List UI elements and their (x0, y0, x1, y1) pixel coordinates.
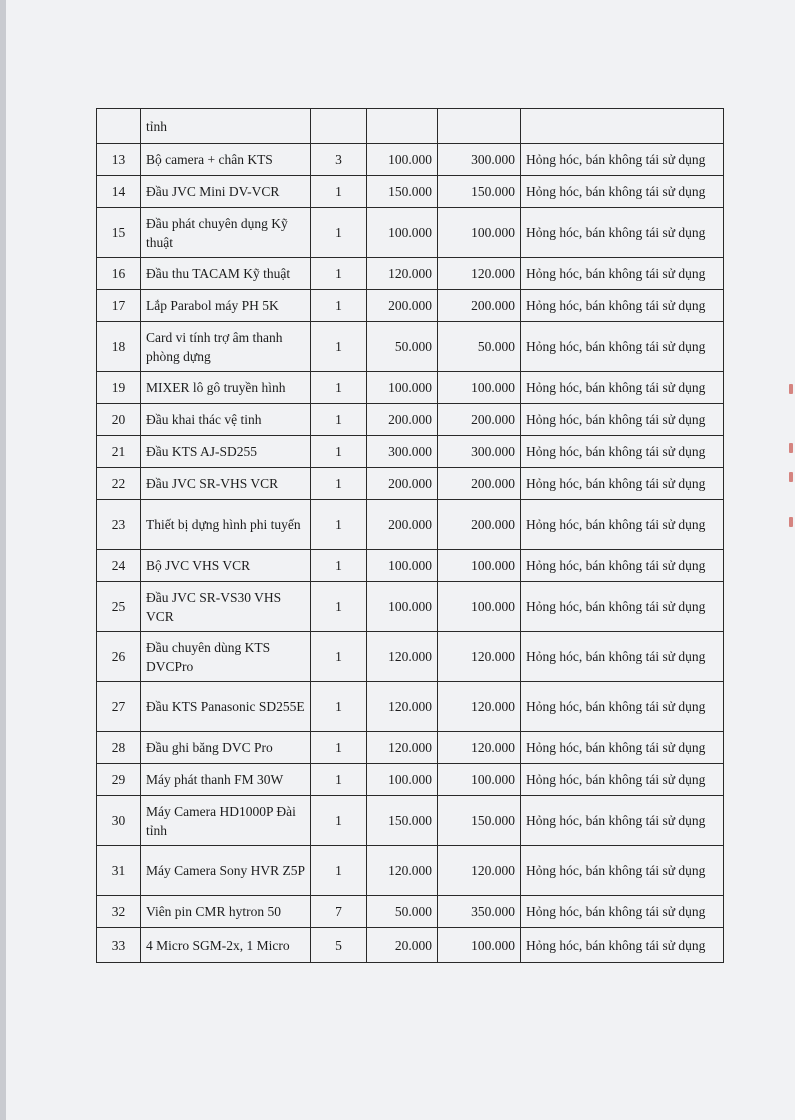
note-cell (521, 109, 724, 144)
name-cell: Máy Camera HD1000P Đài tỉnh (141, 796, 311, 846)
name-cell: Đầu KTS AJ-SD255 (141, 436, 311, 468)
name-cell: Đầu KTS Panasonic SD255E (141, 682, 311, 732)
total-cell: 120.000 (438, 846, 521, 896)
note-cell: Hỏng hóc, bán không tái sử dụng (521, 682, 724, 732)
stt-cell: 31 (97, 846, 141, 896)
qty-cell: 1 (311, 258, 367, 290)
total-cell: 120.000 (438, 632, 521, 682)
total-cell: 100.000 (438, 928, 521, 963)
table-row (97, 928, 724, 963)
table-row (97, 682, 724, 732)
note-cell: Hỏng hóc, bán không tái sử dụng (521, 468, 724, 500)
table-row (97, 290, 724, 322)
note-cell: Hỏng hóc, bán không tái sử dụng (521, 846, 724, 896)
table-row (97, 322, 724, 372)
stt-cell: 29 (97, 764, 141, 796)
table-row (97, 258, 724, 290)
qty-cell: 1 (311, 764, 367, 796)
note-cell: Hỏng hóc, bán không tái sử dụng (521, 896, 724, 928)
note-cell: Hỏng hóc, bán không tái sử dụng (521, 372, 724, 404)
total-cell: 150.000 (438, 796, 521, 846)
name-cell: MIXER lô gô truyền hình (141, 372, 311, 404)
note-cell: Hỏng hóc, bán không tái sử dụng (521, 258, 724, 290)
qty-cell: 1 (311, 404, 367, 436)
table-row (97, 550, 724, 582)
price-cell: 120.000 (367, 632, 438, 682)
note-cell: Hỏng hóc, bán không tái sử dụng (521, 632, 724, 682)
stt-cell: 22 (97, 468, 141, 500)
qty-cell: 3 (311, 144, 367, 176)
stt-cell: 19 (97, 372, 141, 404)
qty-cell: 1 (311, 436, 367, 468)
name-cell: Đầu thu TACAM Kỹ thuật (141, 258, 311, 290)
table-row (97, 436, 724, 468)
price-cell: 150.000 (367, 176, 438, 208)
stt-cell: 14 (97, 176, 141, 208)
table-row (97, 144, 724, 176)
price-cell: 50.000 (367, 322, 438, 372)
total-cell: 50.000 (438, 322, 521, 372)
red-ink-mark (789, 384, 793, 394)
name-cell: Đầu JVC SR-VHS VCR (141, 468, 311, 500)
table-row (97, 796, 724, 846)
name-cell: Viên pin CMR hytron 50 (141, 896, 311, 928)
total-cell: 200.000 (438, 404, 521, 436)
total-cell: 200.000 (438, 290, 521, 322)
red-ink-mark (789, 472, 793, 482)
note-cell: Hỏng hóc, bán không tái sử dụng (521, 436, 724, 468)
red-ink-mark (789, 443, 793, 453)
total-cell: 100.000 (438, 208, 521, 258)
stt-cell: 16 (97, 258, 141, 290)
price-cell: 150.000 (367, 796, 438, 846)
price-cell: 120.000 (367, 258, 438, 290)
stt-cell: 21 (97, 436, 141, 468)
table-row (97, 372, 724, 404)
price-cell: 200.000 (367, 290, 438, 322)
qty-cell: 1 (311, 322, 367, 372)
total-cell: 120.000 (438, 732, 521, 764)
price-cell: 50.000 (367, 896, 438, 928)
price-cell: 200.000 (367, 468, 438, 500)
name-cell: Đầu khai thác vệ tinh (141, 404, 311, 436)
name-cell: Bộ JVC VHS VCR (141, 550, 311, 582)
price-cell: 120.000 (367, 732, 438, 764)
qty-cell: 1 (311, 846, 367, 896)
price-cell: 100.000 (367, 372, 438, 404)
total-cell: 300.000 (438, 144, 521, 176)
total-cell: 200.000 (438, 468, 521, 500)
note-cell: Hỏng hóc, bán không tái sử dụng (521, 322, 724, 372)
note-cell: Hỏng hóc, bán không tái sử dụng (521, 208, 724, 258)
stt-cell: 20 (97, 404, 141, 436)
total-cell: 200.000 (438, 500, 521, 550)
stt-cell: 15 (97, 208, 141, 258)
note-cell: Hỏng hóc, bán không tái sử dụng (521, 582, 724, 632)
stt-cell: 33 (97, 928, 141, 963)
total-cell: 100.000 (438, 372, 521, 404)
price-cell: 300.000 (367, 436, 438, 468)
table-row (97, 208, 724, 258)
price-cell: 20.000 (367, 928, 438, 963)
equipment-table (96, 108, 724, 963)
price-cell: 200.000 (367, 500, 438, 550)
price-cell: 100.000 (367, 550, 438, 582)
price-cell: 200.000 (367, 404, 438, 436)
stt-cell: 25 (97, 582, 141, 632)
table-row (97, 500, 724, 550)
stt-cell: 30 (97, 796, 141, 846)
name-cell: Card vi tính trợ âm thanh phòng dựng (141, 322, 311, 372)
price-cell: 100.000 (367, 208, 438, 258)
stt-cell: 28 (97, 732, 141, 764)
name-cell: Đầu ghi băng DVC Pro (141, 732, 311, 764)
stt-cell: 26 (97, 632, 141, 682)
qty-cell: 1 (311, 632, 367, 682)
name-cell: Máy phát thanh FM 30W (141, 764, 311, 796)
note-cell: Hỏng hóc, bán không tái sử dụng (521, 500, 724, 550)
price-cell: 120.000 (367, 682, 438, 732)
table-row (97, 764, 724, 796)
total-cell: 100.000 (438, 582, 521, 632)
note-cell: Hỏng hóc, bán không tái sử dụng (521, 144, 724, 176)
qty-cell: 1 (311, 796, 367, 846)
continuation-row (97, 109, 724, 144)
note-cell: Hỏng hóc, bán không tái sử dụng (521, 764, 724, 796)
table-row (97, 176, 724, 208)
price-cell: 100.000 (367, 764, 438, 796)
note-cell: Hỏng hóc, bán không tái sử dụng (521, 550, 724, 582)
table-row (97, 404, 724, 436)
name-cell: Đầu JVC SR-VS30 VHS VCR (141, 582, 311, 632)
qty-cell: 1 (311, 582, 367, 632)
equipment-table-body (97, 109, 724, 963)
name-cell: Lắp Parabol máy PH 5K (141, 290, 311, 322)
qty-cell: 7 (311, 896, 367, 928)
name-cell: 4 Micro SGM-2x, 1 Micro (141, 928, 311, 963)
stt-cell: 24 (97, 550, 141, 582)
stt-cell: 17 (97, 290, 141, 322)
name-cell: Đầu chuyên dùng KTS DVCPro (141, 632, 311, 682)
name-cell: Máy Camera Sony HVR Z5P (141, 846, 311, 896)
total-cell: 100.000 (438, 764, 521, 796)
price-cell: 120.000 (367, 846, 438, 896)
stt-cell: 32 (97, 896, 141, 928)
qty-cell: 5 (311, 928, 367, 963)
stt-cell: 18 (97, 322, 141, 372)
price-cell: 100.000 (367, 582, 438, 632)
stt-cell: 13 (97, 144, 141, 176)
qty-cell: 1 (311, 732, 367, 764)
note-cell: Hỏng hóc, bán không tái sử dụng (521, 404, 724, 436)
table-row (97, 468, 724, 500)
total-cell: 120.000 (438, 682, 521, 732)
qty-cell: 1 (311, 550, 367, 582)
name-cell: Bộ camera + chân KTS (141, 144, 311, 176)
total-cell: 150.000 (438, 176, 521, 208)
stt-cell: 23 (97, 500, 141, 550)
qty-cell: 1 (311, 290, 367, 322)
qty-cell (311, 109, 367, 144)
table-row (97, 732, 724, 764)
note-cell: Hỏng hóc, bán không tái sử dụng (521, 176, 724, 208)
red-ink-mark (789, 517, 793, 527)
stt-cell: 27 (97, 682, 141, 732)
name-cell: Đầu JVC Mini DV-VCR (141, 176, 311, 208)
qty-cell: 1 (311, 468, 367, 500)
qty-cell: 1 (311, 176, 367, 208)
name-cell: Thiết bị dựng hình phi tuyến (141, 500, 311, 550)
stt-cell (97, 109, 141, 144)
note-cell: Hỏng hóc, bán không tái sử dụng (521, 928, 724, 963)
table-row (97, 846, 724, 896)
qty-cell: 1 (311, 372, 367, 404)
note-cell: Hỏng hóc, bán không tái sử dụng (521, 796, 724, 846)
qty-cell: 1 (311, 500, 367, 550)
scan-page-edge (0, 0, 6, 1120)
total-cell: 100.000 (438, 550, 521, 582)
table-row (97, 582, 724, 632)
table-row (97, 896, 724, 928)
name-cell: tỉnh (141, 109, 311, 144)
total-cell (438, 109, 521, 144)
note-cell: Hỏng hóc, bán không tái sử dụng (521, 290, 724, 322)
price-cell: 100.000 (367, 144, 438, 176)
qty-cell: 1 (311, 208, 367, 258)
price-cell (367, 109, 438, 144)
name-cell: Đầu phát chuyên dụng Kỹ thuật (141, 208, 311, 258)
note-cell: Hỏng hóc, bán không tái sử dụng (521, 732, 724, 764)
qty-cell: 1 (311, 682, 367, 732)
table-row (97, 632, 724, 682)
total-cell: 350.000 (438, 896, 521, 928)
total-cell: 300.000 (438, 436, 521, 468)
total-cell: 120.000 (438, 258, 521, 290)
